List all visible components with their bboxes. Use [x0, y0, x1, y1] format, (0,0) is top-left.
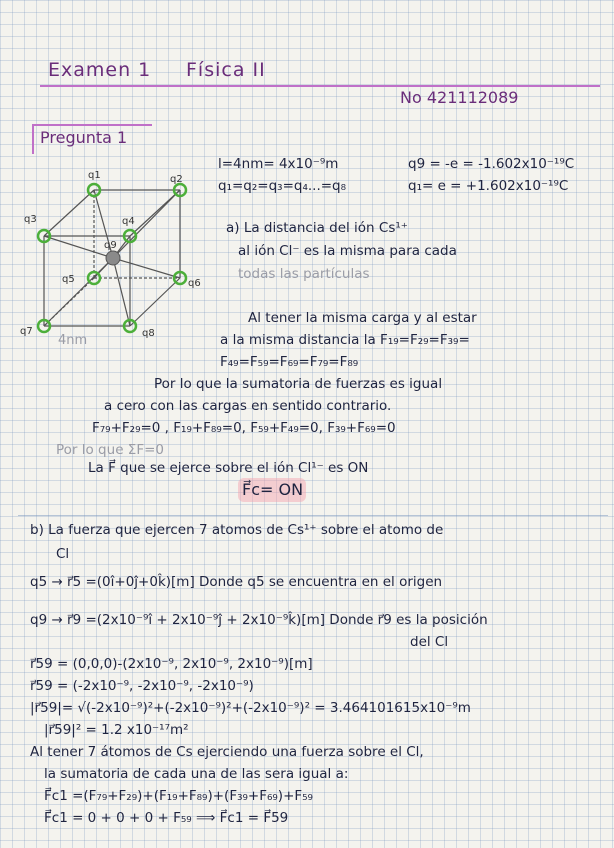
- label-q7: q7: [20, 326, 33, 337]
- charge-q9: [106, 251, 120, 265]
- given-q1: q₁= e = +1.602x10⁻¹⁹C: [408, 178, 569, 194]
- part-b-line-12: F⃗c1 =(F₇₉+F₂₉)+(F₁₉+F₈₉)+(F₃₉+F₆₉)+F₅₉: [44, 788, 313, 804]
- part-b-line-10: Al tener 7 átomos de Cs ejerciendo una fuerza sobre el Cl,: [30, 744, 424, 760]
- given-q9: q9 = -e = -1.602x10⁻¹⁹C: [408, 156, 575, 172]
- section-separator: [18, 515, 608, 516]
- label-q1: q1: [88, 170, 101, 181]
- label-q4: q4: [122, 216, 135, 227]
- part-b-line-6: r⃗59 = (0,0,0)-(2x10⁻⁹, 2x10⁻⁹, 2x10⁻⁹)[m]: [30, 656, 313, 672]
- part-b-line-2: Cl: [56, 546, 70, 562]
- label-q5: q5: [62, 274, 75, 285]
- part-b-line-9: |r⃗59|² = 1.2 x10⁻¹⁷m²: [44, 722, 189, 738]
- edge-label: 4nm: [58, 333, 88, 348]
- part-a-line-9: F₇₉+F₂₉=0 , F₁₉+F₈₉=0, F₅₉+F₄₉=0, F₃₉+F₆₉=0: [92, 420, 396, 436]
- title-underline: [40, 85, 600, 87]
- part-a-line-10: Por lo que ΣF=0: [56, 442, 164, 458]
- given-charges-equal: q₁=q₂=q₃=q₄...=q₈: [218, 178, 347, 194]
- part-b-line-3: q5 → r⃗5 =(0î+0ĵ+0k̂)[m] Donde q5 se encuentra en el origen: [30, 574, 443, 590]
- part-b-line-11: la sumatoria de cada una de las sera igual a:: [44, 766, 349, 782]
- part-b-line-8: |r⃗59|= √(-2x10⁻⁹)²+(-2x10⁻⁹)²+(-2x10⁻⁹)² = 3.464101615x10⁻⁹m: [30, 700, 471, 716]
- part-a-line-8: a cero con las cargas en sentido contrario.: [104, 398, 392, 414]
- part-a-line-1: a) La distancia del ión Cs¹⁺: [226, 220, 408, 236]
- exam-title: Examen 1: [48, 59, 152, 81]
- part-b-line-7: r⃗59 = (-2x10⁻⁹, -2x10⁻⁹, -2x10⁻⁹): [30, 678, 254, 694]
- label-q6: q6: [188, 278, 201, 289]
- label-q3: q3: [24, 214, 37, 225]
- part-a-line-7: Por lo que la sumatoria de fuerzas es igual: [154, 376, 443, 392]
- part-a-line-5: a la misma distancia la F₁₉=F₂₉=F₃₉=: [220, 332, 470, 348]
- given-length: l=4nm= 4x10⁻⁹m: [218, 156, 339, 172]
- part-b-line-1: b) La fuerza que ejercen 7 atomos de Cs¹⁺ sobre el atomo de: [30, 522, 444, 538]
- part-a-line-4: Al tener la misma carga y al estar: [248, 310, 477, 326]
- part-b-line-5: del Cl: [410, 634, 449, 650]
- part-a-line-2: al ión Cl⁻ es la misma para cada: [238, 243, 457, 259]
- part-b-line-4: q9 → r⃗9 =(2x10⁻⁹î + 2x10⁻⁹ĵ + 2x10⁻⁹k̂)[m] Donde r⃗9 es la posición: [30, 612, 488, 628]
- subject-title: Física II: [186, 59, 266, 81]
- student-number: No 421112089: [400, 88, 519, 107]
- part-a-line-11: La F⃗ que se ejerce sobre el ión Cl¹⁻ es ON: [88, 460, 369, 476]
- cube-diagram: [0, 160, 220, 360]
- part-b-line-13: F⃗c1 = 0 + 0 + 0 + F₅₉ ⟹ F⃗c1 = F⃗59: [44, 810, 289, 826]
- part-a-result: F⃗c= ON: [242, 480, 304, 499]
- part-a-line-6: F₄₉=F₅₉=F₆₉=F₇₉=F₈₉: [220, 354, 359, 370]
- question-title: Pregunta 1: [40, 128, 128, 147]
- label-q9: q9: [104, 240, 117, 251]
- part-a-line-3: todas las partículas: [238, 266, 370, 282]
- label-q2: q2: [170, 174, 183, 185]
- label-q8: q8: [142, 328, 155, 339]
